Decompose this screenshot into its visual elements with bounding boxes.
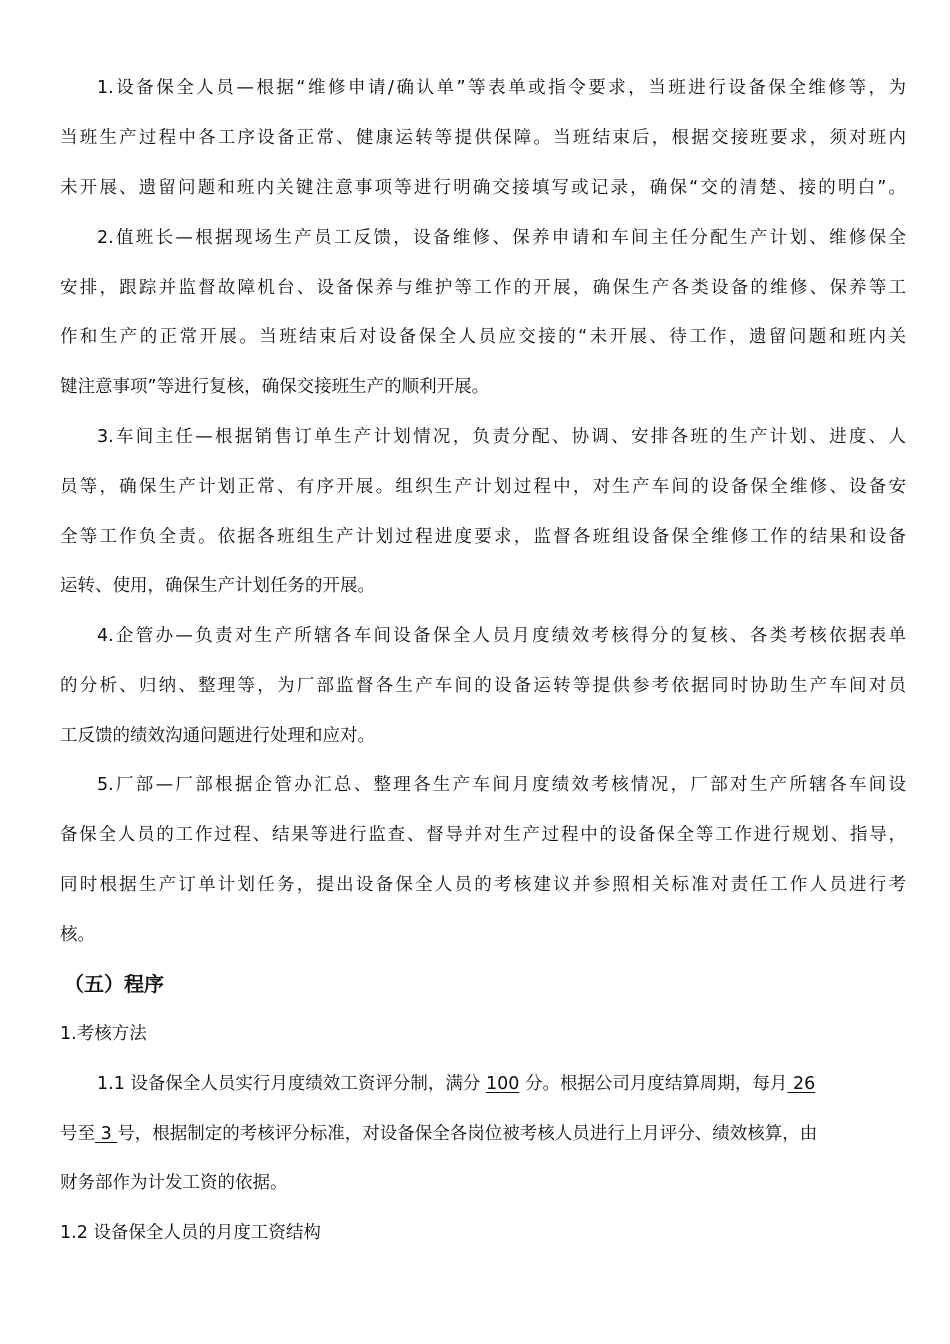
settlement-start-day: 26 <box>787 1074 816 1094</box>
full-score-value: 100 <box>485 1074 520 1094</box>
paragraph-3-line-3: 全等工作负全责。依据各班组生产计划过程进度要求，监督各班组设备保全维修工作的结果和设备 <box>60 527 906 547</box>
paragraph-4-line-3: 工反馈的绩效沟通问题进行处理和应对。 <box>60 726 375 746</box>
paragraph-4-line-2: 的分析、归纳、整理等，为厂部监督各生产车间的设备运转等提供参考依据同时协助生产车间对员 <box>60 676 906 696</box>
paragraph-1-line-2: 当班生产过程中各工序设备正常、健康运转等提供保障。当班结束后，根据交接班要求，须对班内 <box>60 128 906 148</box>
paragraph-3-line-1: 3.车间主任—根据销售订单生产计划情况，负责分配、协调、安排各班的生产计划、进度、人 <box>97 427 906 447</box>
paragraph-1-1-line-1 <box>97 1072 906 1096</box>
paragraph-2-line-2: 安排，跟踪并监督故障机台、设备保养与维护等工作的开展，确保生产各类设备的维修、保养等工 <box>60 278 906 298</box>
paragraph-5-line-3: 同时根据生产订单计划任务，提出设备保全人员的考核建议并参照相关标准对责任工作人员进行考 <box>60 875 906 895</box>
paragraph-2-line-4: 键注意事项”等进行复核，确保交接班生产的顺利开展。 <box>60 377 490 397</box>
paragraph-1-1-line-3: 财务部作为计发工资的依据。 <box>60 1173 288 1193</box>
paragraph-3-line-4: 运转、使用，确保生产计划任务的开展。 <box>60 576 375 596</box>
paragraph-1-1-text-d: 号，根据制定的考核评分标准，对设备保全各岗位被考核人员进行上月评分、绩效核算，由 <box>117 1124 818 1144</box>
paragraph-4-line-1: 4.企管办—负责对生产所辖各车间设备保全人员月度绩效考核得分的复核、各类考核依据表单 <box>97 626 906 646</box>
settlement-end-day: 3 <box>95 1124 118 1144</box>
paragraph-3-line-2: 员等，确保生产计划正常、有序开展。组织生产计划过程中，对生产车间的设备保全维修、设备安 <box>60 477 906 497</box>
paragraph-1-1-text-a: 1.1 设备保全人员实行月度绩效工资评分制，满分 <box>97 1074 486 1094</box>
paragraph-5-line-4: 核。 <box>60 925 95 945</box>
paragraph-5-line-1: 5.厂部—厂部根据企管办汇总、整理各生产车间月度绩效考核情况，厂部对生产所辖各车间设 <box>97 775 906 795</box>
paragraph-2-line-3: 作和生产的正常开展。当班结束后对设备保全人员应交接的“未开展、待工作，遗留问题和班内关 <box>60 327 906 347</box>
paragraph-1-1-line-2 <box>60 1122 906 1146</box>
paragraph-5-line-2: 备保全人员的工作过程、结果等进行监查、督导并对生产过程中的设备保全等工作进行规划、指导， <box>60 825 906 845</box>
section-heading: （五）程序 <box>64 972 164 996</box>
subheading-assessment-method: 1.考核方法 <box>60 1024 147 1044</box>
subheading-wage-structure: 1.2 设备保全人员的月度工资结构 <box>60 1223 321 1243</box>
paragraph-1-line-3: 未开展、遗留问题和班内关键注意事项等进行明确交接填写或记录，确保“交的清楚、接的明白”。 <box>60 178 906 198</box>
paragraph-1-1-text-b: 分。根据公司月度结算周期，每月 <box>519 1074 788 1094</box>
paragraph-2-line-1: 2.值班长—根据现场生产员工反馈，设备维修、保养申请和车间主任分配生产计划、维修保全 <box>97 228 906 248</box>
paragraph-1-1-text-c: 号至 <box>60 1124 95 1144</box>
paragraph-1-line-1: 1.设备保全人员—根据“维修申请/确认单”等表单或指令要求，当班进行设备保全维修等，为 <box>97 78 906 98</box>
